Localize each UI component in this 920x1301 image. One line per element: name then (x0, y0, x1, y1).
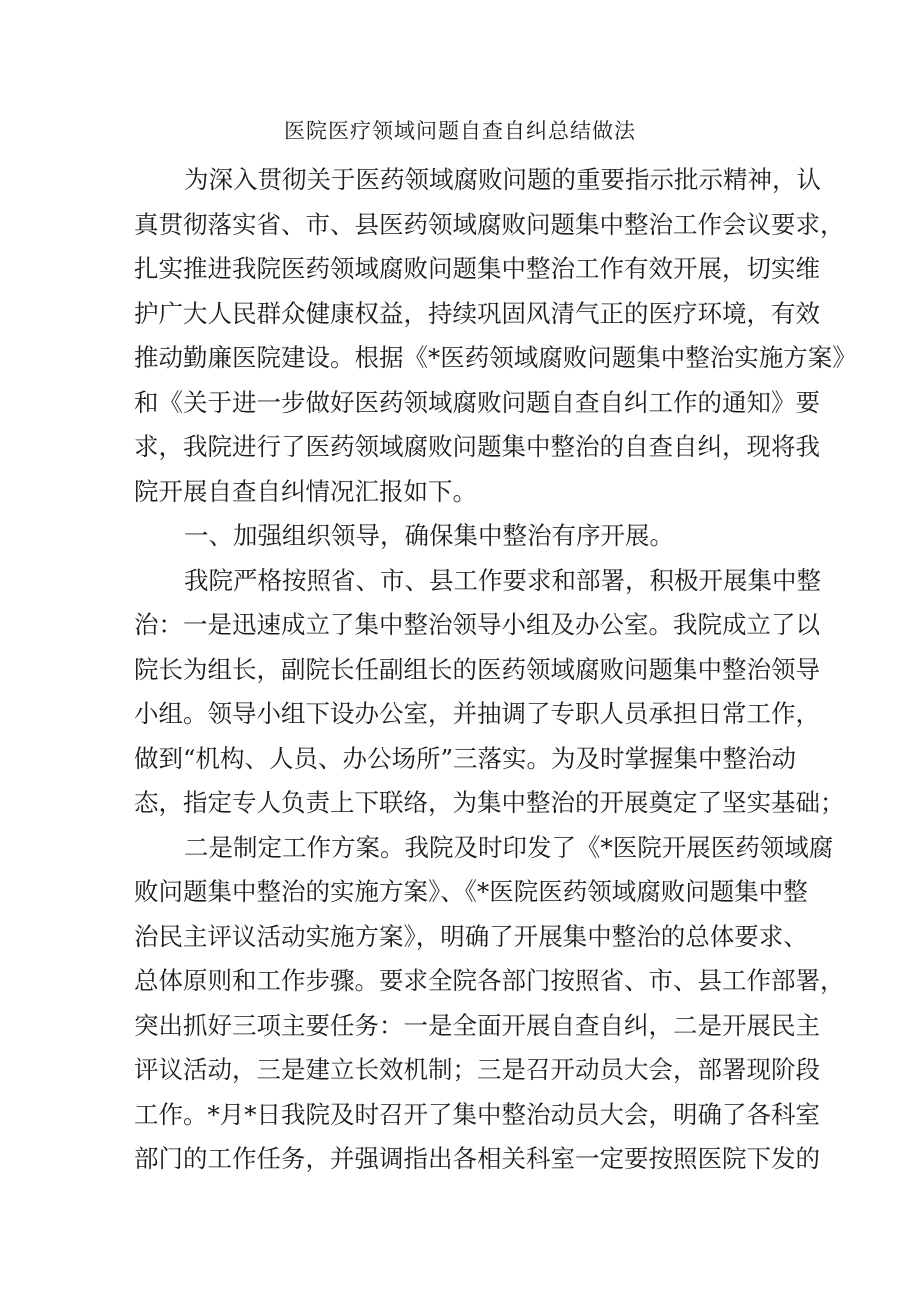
paragraph-line: 推动勤廉医院建设。根据《*医药领域腐败问题集中整治实施方案》 (134, 343, 857, 372)
paragraph-line: 评议活动，三是建立长效机制；三是召开动员大会，部署现阶段 (134, 1055, 820, 1084)
paragraph-line: 总体原则和工作步骤。要求全院各部门按照省、市、县工作部署， (134, 966, 845, 995)
paragraph-line: 治：一是迅速成立了集中整治领导小组及办公室。我院成立了以 (134, 610, 820, 639)
paragraph-line: 突出抓好三项主要任务：一是全面开展自查自纠，二是开展民主 (134, 1010, 820, 1040)
paragraph-line: 做到“机构、人员、办公场所”三落实。为及时掌握集中整治动 (134, 743, 797, 773)
document-body (134, 158, 857, 1182)
paragraph-line: 为深入贯彻关于医药领域腐败问题的重要指示批示精神，认 (184, 165, 821, 194)
paragraph-line: 败问题集中整治的实施方案》、《*医院医药领域腐败问题集中整 (134, 877, 808, 906)
paragraph-line: 小组。领导小组下设办公室，并抽调了专职人员承担日常工作， (134, 699, 820, 728)
paragraph-line: 我院严格按照省、市、县工作要求和部署，积极开展集中整 (184, 565, 821, 595)
section-heading: 一、加强组织领导，确保集中整治有序开展。 (184, 521, 674, 550)
paragraph-line: 扎实推进我院医药领域腐败问题集中整治工作有效开展，切实维 (134, 254, 820, 283)
paragraph-line: 求，我院进行了医药领域腐败问题集中整治的自查自纠，现将我 (134, 432, 820, 461)
paragraph-line: 真贯彻落实省、市、县医药领域腐败问题集中整治工作会议要求， (134, 209, 845, 239)
paragraph-line: 院长为组长，副院长任副组长的医药领域腐败问题集中整治领导 (134, 654, 820, 684)
document-title: 医院医疗领域问题自查自纠总结做法 (284, 119, 636, 143)
paragraph-line: 护广大人民群众健康权益，持续巩固风清气正的医疗环境，有效 (134, 298, 820, 328)
paragraph-line: 工作。*月*日我院及时召开了集中整治动员大会，明确了各科室 (134, 1099, 820, 1129)
paragraph-line: 态，指定专人负责上下联络，为集中整治的开展奠定了坚实基础； (134, 788, 845, 817)
paragraph-line: 部门的工作任务，并强调指出各相关科室一定要按照医院下发的 (134, 1144, 820, 1173)
paragraph-line: 院开展自查自纠情况汇报如下。 (134, 476, 477, 506)
paragraph-line: 和《关于进一步做好医药领域腐败问题自查自纠工作的通知》要 (134, 387, 820, 417)
paragraph-line: 治民主评议活动实施方案》，明确了开展集中整治的总体要求、 (134, 921, 808, 951)
paragraph-line: 二是制定工作方案。我院及时印发了《*医院开展医药领域腐 (184, 832, 834, 862)
